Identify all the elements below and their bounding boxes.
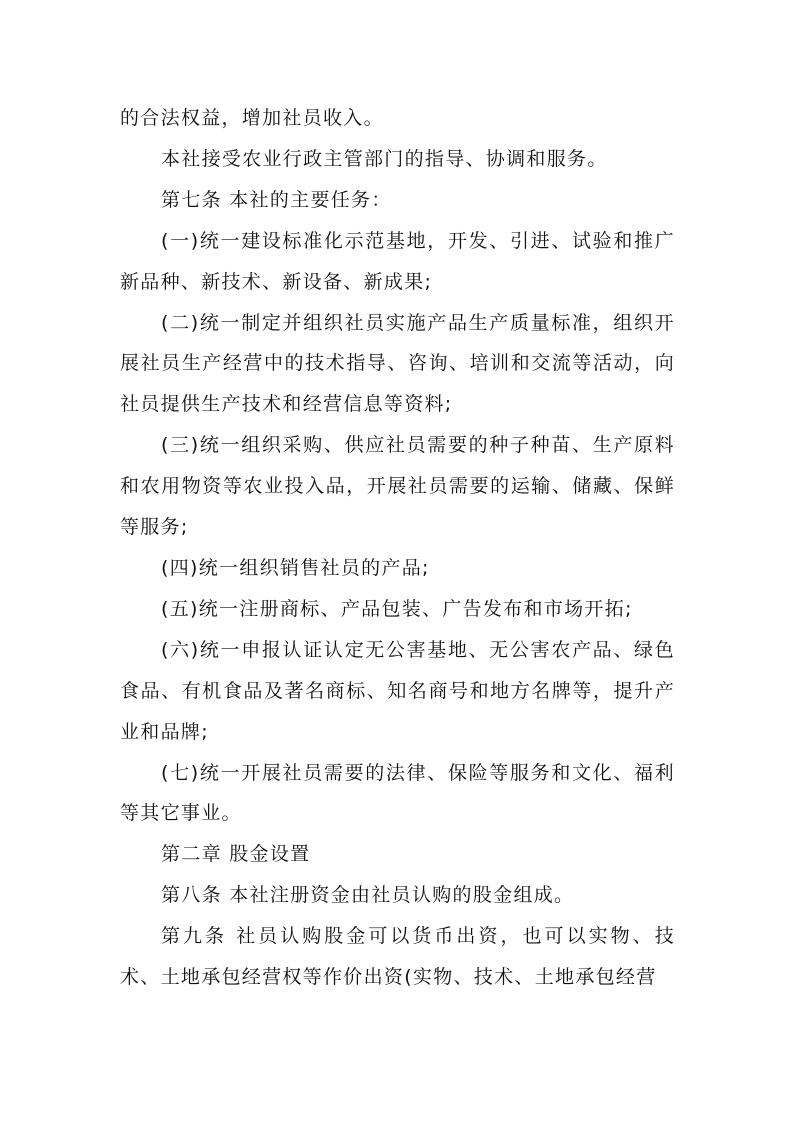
task-item-1: (一)统一建设标准化示范基地，开发、引进、试验和推广新品种、新技术、新设备、新成果; (120, 229, 675, 293)
task-item-3: (三)统一组织采购、供应社员需要的种子种苗、生产原料和农用物资等农业投入品，开展社员需要的运输、储藏、保鲜等服务; (120, 434, 675, 539)
document-body (120, 98, 675, 998)
task-item-5: (五)统一注册商标、产品包装、广告发布和市场开拓; (161, 597, 633, 620)
article-9: 第九条 社员认购股金可以货币出资，也可以实物、技术、土地承包经营权等作价出资(实物、技术、土地承包经营 (120, 925, 675, 989)
task-item-4: (四)统一组织销售社员的产品; (161, 556, 430, 579)
task-item-6: (六)统一申报认证认定无公害基地、无公害农产品、绿色食品、有机食品及著名商标、知名商号和地方名牌等，提升产业和品牌; (120, 638, 675, 743)
article-7-heading: 第七条 本社的主要任务： (161, 188, 392, 211)
article-8: 第八条 本社注册资金由社员认购的股金组成。 (161, 884, 575, 907)
task-item-2: (二)统一制定并组织社员实施产品生产质量标准，组织开展社员生产经营中的技术指导、咨询、培训和交流等活动，向社员提供生产技术和经营信息等资料; (120, 311, 675, 416)
task-item-7: (七)统一开展社员需要的法律、保险等服务和文化、福利等其它事业。 (120, 761, 675, 825)
chapter-2-heading: 第二章 股金设置 (161, 843, 311, 866)
paragraph-1: 的合法权益，增加社员收入。 (120, 107, 384, 129)
paragraph-2: 本社接受农业行政主管部门的指导、协调和服务。 (161, 147, 608, 170)
